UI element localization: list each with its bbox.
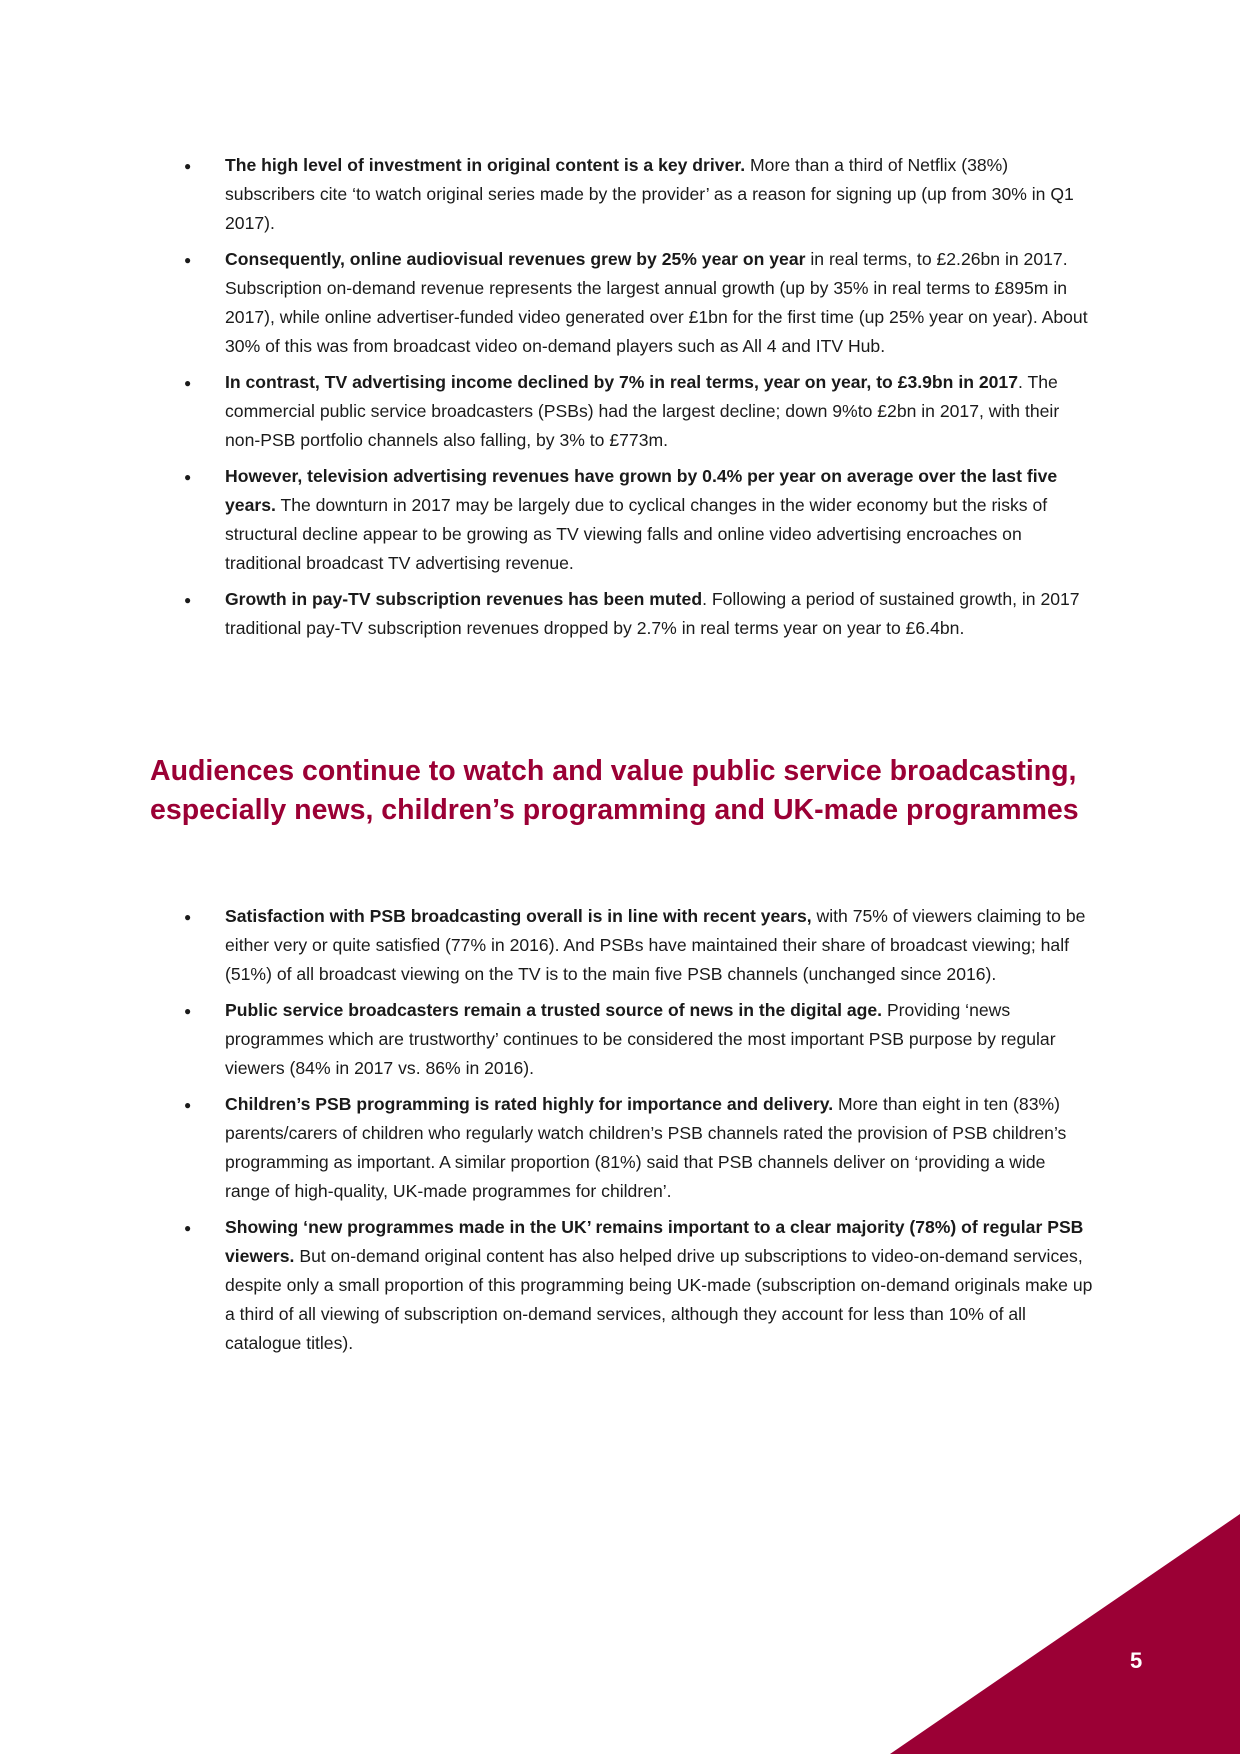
bullet-icon: ●	[184, 593, 192, 607]
bullet-item	[180, 996, 1095, 1083]
bullet-item	[180, 585, 1095, 643]
bullet-lead: Consequently, online audiovisual revenues grew by 25% year on year	[225, 249, 806, 269]
bullet-lead: Showing ‘new programmes made in the UK’ remains important to a clear majority (78%) of regular PSB viewers.	[225, 1217, 1084, 1266]
bullet-icon: ●	[184, 470, 192, 484]
bullet-text: But on-demand original content has also helped drive up subscriptions to video-on-demand services, despite only a small proportion of this programming being UK-made (subscription on-demand originals make up a third of all viewing of subscription on-demand services, although they account for less than 10% of all catalogue titles).	[225, 1246, 1093, 1353]
bullet-lead: In contrast, TV advertising income declined by 7% in real terms, year on year, to £3.9bn in 2017	[225, 372, 1018, 392]
bullet-icon: ●	[184, 910, 192, 924]
bullet-text: in real terms, to £2.26bn in 2017. Subscription on-demand revenue represents the largest annual growth (up by 35% in real terms to £895m in 2017), while online advertiser-funded video generated over £1bn for the first time (up 25% year on year). About 30% of this was from broadcast video on-demand players such as All 4 and ITV Hub.	[225, 249, 1088, 356]
bullet-text: The downturn in 2017 may be largely due to cyclical changes in the wider economy but the risks of structural decline appear to be growing as TV viewing falls and online video advertising encroaches on traditional broadcast TV advertising revenue.	[225, 495, 1048, 573]
bullet-lead: However, television advertising revenues have grown by 0.4% per year on average over the last five years.	[225, 466, 1058, 515]
bullet-list-revenues	[180, 151, 1095, 650]
bullet-text: . Following a period of sustained growth, in 2017 traditional pay-TV subscription revenues dropped by 2.7% in real terms year on year to £6.4bn.	[225, 589, 1080, 638]
bullet-list-psb	[180, 902, 1095, 1365]
bullet-text: More than eight in ten (83%) parents/carers of children who regularly watch children’s PSB channels rated the provision of PSB children’s programming as important. A similar proportion (81%) said that PSB channels deliver on ‘providing a wide range of high-quality, UK-made programmes for children’.	[225, 1094, 1067, 1201]
bullet-icon: ●	[184, 253, 192, 267]
bullet-icon: ●	[184, 1098, 192, 1112]
bullet-lead: Satisfaction with PSB broadcasting overall is in line with recent years,	[225, 906, 812, 926]
bullet-text: with 75% of viewers claiming to be either very or quite satisfied (77% in 2016). And PSBs have maintained their share of broadcast viewing; half (51%) of all broadcast viewing on the TV is to the main five PSB channels (unchanged since 2016).	[225, 906, 1086, 984]
bullet-text: More than a third of Netflix (38%) subscribers cite ‘to watch original series made by the provider’ as a reason for signing up (up from 30% in Q1 2017).	[225, 155, 1074, 233]
bullet-text: . The commercial public service broadcasters (PSBs) had the largest decline; down 9%to £2bn in 2017, with their non-PSB portfolio channels also falling, by 3% to £773m.	[225, 372, 1060, 450]
bullet-lead: The high level of investment in original content is a key driver.	[225, 155, 746, 175]
bullet-lead: Growth in pay-TV subscription revenues has been muted	[225, 589, 703, 609]
bullet-item	[180, 1090, 1095, 1206]
bullet-item	[180, 245, 1095, 361]
bullet-icon: ●	[184, 376, 192, 390]
bullet-item	[180, 1213, 1095, 1358]
bullet-icon: ●	[184, 1004, 192, 1018]
bullet-item	[180, 902, 1095, 989]
bullet-lead: Children’s PSB programming is rated highly for importance and delivery.	[225, 1094, 834, 1114]
bullet-item	[180, 368, 1095, 455]
bullet-icon: ●	[184, 1221, 192, 1235]
bullet-item	[180, 462, 1095, 578]
section-heading: Audiences continue to watch and value public service broadcasting, especially news, children’s programming and UK-made programmes	[150, 755, 1079, 826]
bullet-item	[180, 151, 1095, 238]
page-number: 5	[1130, 1648, 1143, 1673]
bullet-icon: ●	[184, 159, 192, 173]
bullet-text: Providing ‘news programmes which are trustworthy’ continues to be considered the most important PSB purpose by regular viewers (84% in 2017 vs. 86% in 2016).	[225, 1000, 1056, 1078]
corner-triangle-decoration	[890, 1514, 1240, 1754]
bullet-lead: Public service broadcasters remain a trusted source of news in the digital age.	[225, 1000, 883, 1020]
